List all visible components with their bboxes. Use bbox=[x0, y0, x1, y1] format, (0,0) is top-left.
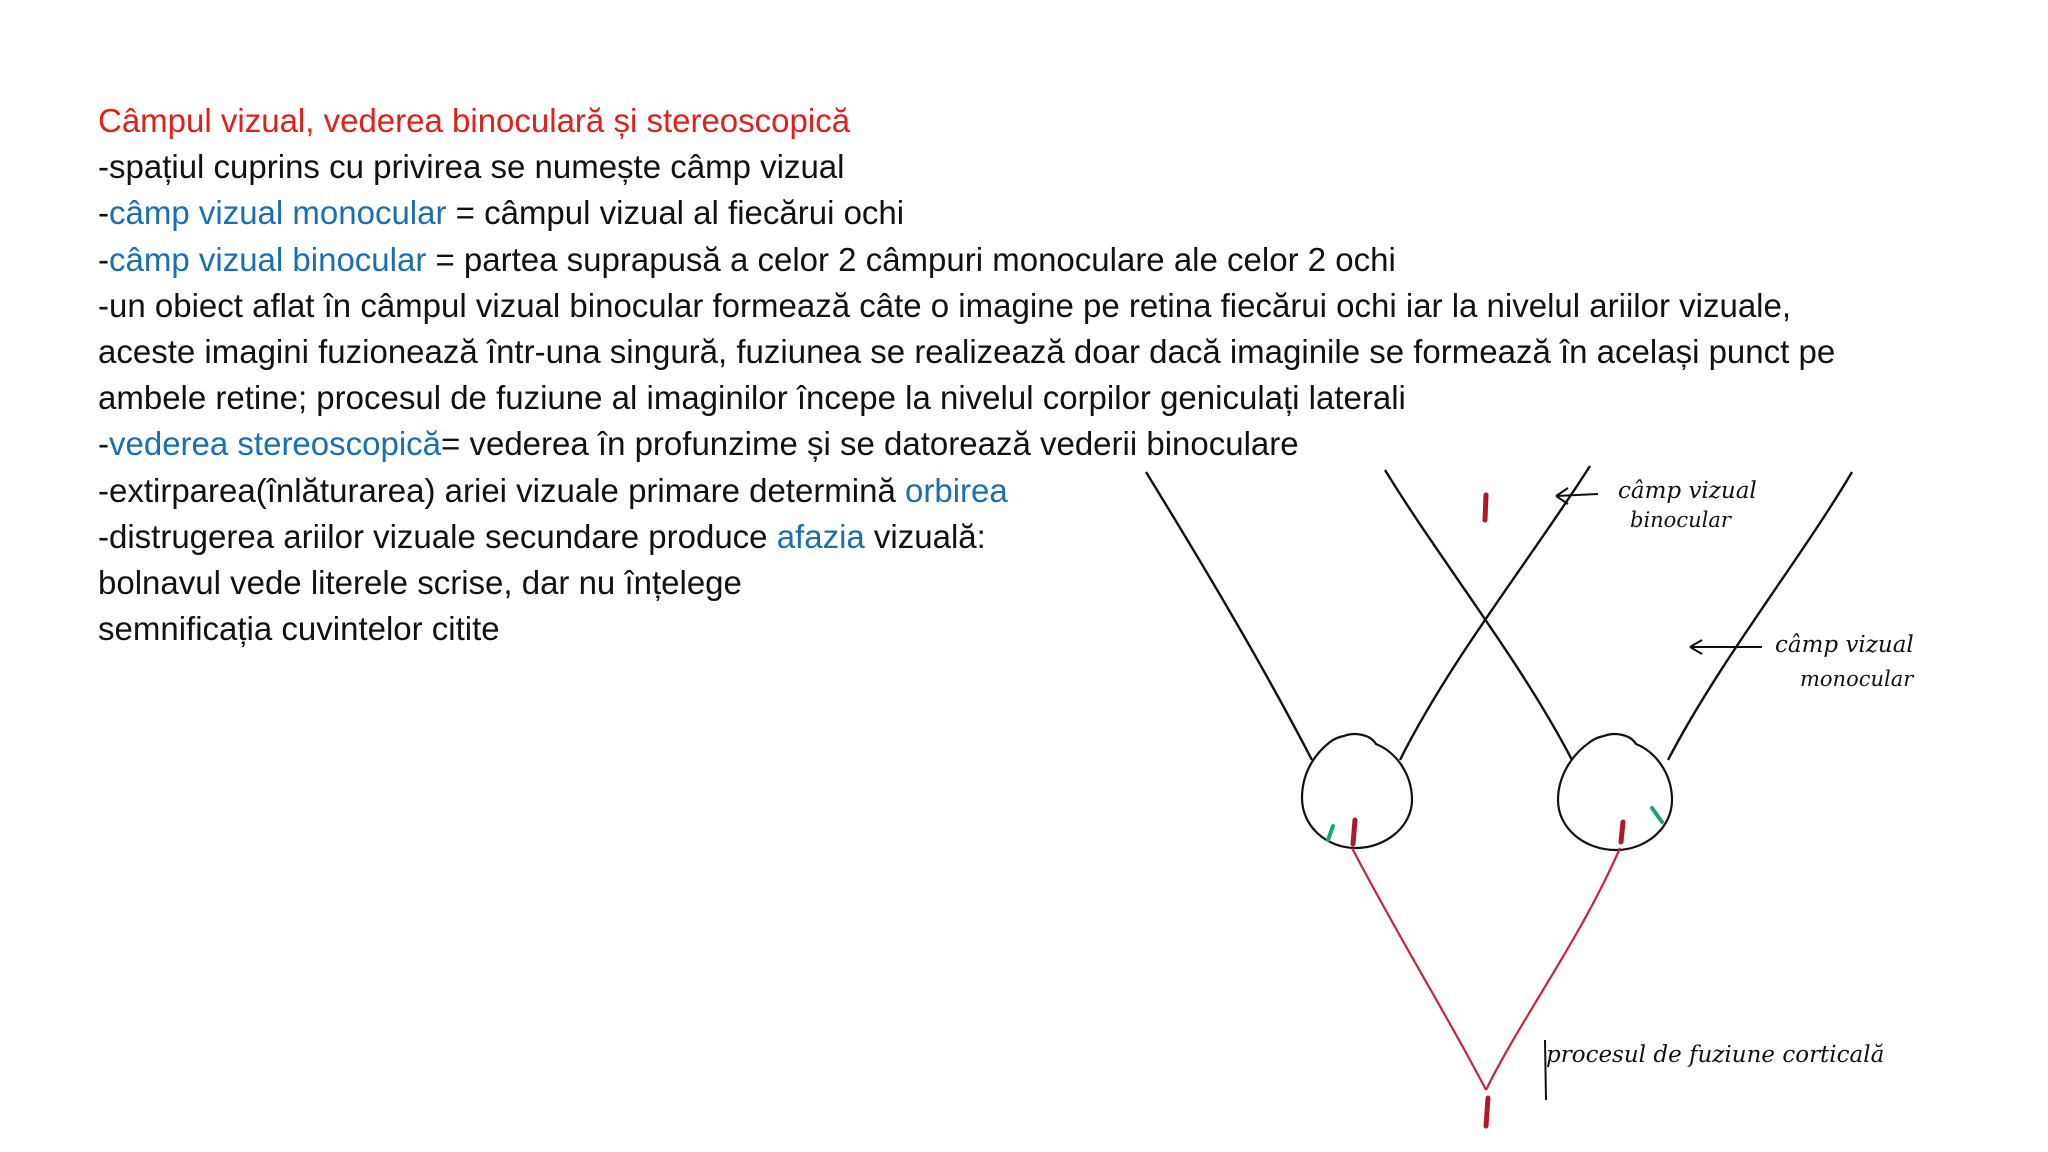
cortical-image-mark bbox=[1486, 1098, 1488, 1126]
line-binocular bbox=[98, 237, 1998, 283]
line-field-definition: -spațiul cuprins cu privirea se numește câmp vizual bbox=[98, 148, 845, 186]
label-binocular-line1: câmp vizual bbox=[1618, 478, 1757, 504]
monocular-arrow bbox=[1690, 640, 1762, 654]
right-eye-inner-field-line bbox=[1385, 470, 1572, 760]
left-eye-outer-field-line bbox=[1146, 472, 1312, 760]
line-rest: vizuală: bbox=[864, 517, 986, 555]
line-rest: = vederea în profunzime și se datorează vederii binoculare bbox=[441, 425, 1299, 463]
term-stereoscopic: vederea stereoscopică bbox=[109, 425, 442, 463]
slide-title: Câmpul vizual, vederea binoculară și stereoscopică bbox=[98, 102, 851, 139]
label-monocular-line2: monocular bbox=[1800, 667, 1914, 691]
label-binocular-line2: binocular bbox=[1630, 508, 1731, 532]
label-fusion: procesul de fuziune corticală bbox=[1546, 1042, 1885, 1068]
left-retina-green-mark bbox=[1328, 826, 1333, 840]
line-prefix: - bbox=[98, 240, 109, 278]
label-monocular-line1: câmp vizual bbox=[1775, 632, 1914, 658]
line-prefix: - bbox=[98, 425, 109, 463]
object-mark bbox=[1485, 495, 1486, 520]
line-aphasia-detail-2: semnificația cuvintelor citite bbox=[98, 610, 500, 648]
term-binocular: câmp vizual binocular bbox=[109, 240, 427, 278]
binocular-vision-diagram bbox=[1100, 450, 2040, 1140]
line-fusion-2: aceste imagini fuzionează într-una singură, fuziunea se realizează doar dacă imaginile se formează în același punct pe bbox=[98, 333, 1836, 371]
line-prefix: - bbox=[98, 194, 109, 232]
binocular-arrow bbox=[1556, 488, 1598, 504]
line-monocular bbox=[98, 190, 1998, 236]
line-rest: = partea suprapusă a celor 2 câmpuri monoculare ale celor 2 ochi bbox=[426, 240, 1396, 278]
line-fusion-3: ambele retine; procesul de fuziune al imaginilor începe la nivelul corpilor geniculați laterali bbox=[98, 379, 1406, 417]
term-blindness: orbirea bbox=[905, 471, 1008, 509]
left-eye-inner-field-line bbox=[1400, 466, 1590, 760]
line-aphasia-detail-1: bolnavul vede literele scrise, dar nu înțelege bbox=[98, 564, 742, 602]
term-monocular: câmp vizual monocular bbox=[109, 194, 447, 232]
line-fusion-1: -un obiect aflat în câmpul vizual binocular formează câte o imagine pe retina fiecărui ochi iar la nivelul ariilor vizuale, bbox=[98, 286, 1792, 324]
left-optic-pathway bbox=[1352, 848, 1486, 1090]
line-text: -distrugerea ariilor vizuale secundare produce bbox=[98, 517, 777, 555]
right-retina-image-mark bbox=[1621, 822, 1623, 842]
right-eye bbox=[1558, 734, 1672, 850]
left-retina-image-mark bbox=[1353, 820, 1355, 844]
line-rest: = câmpul vizual al fiecărui ochi bbox=[446, 194, 905, 232]
line-text: -extirparea(înlăturarea) ariei vizuale primare determină bbox=[98, 471, 906, 509]
left-eye bbox=[1302, 734, 1412, 848]
term-aphasia: afazia bbox=[776, 517, 865, 555]
right-retina-green-mark bbox=[1652, 808, 1662, 822]
